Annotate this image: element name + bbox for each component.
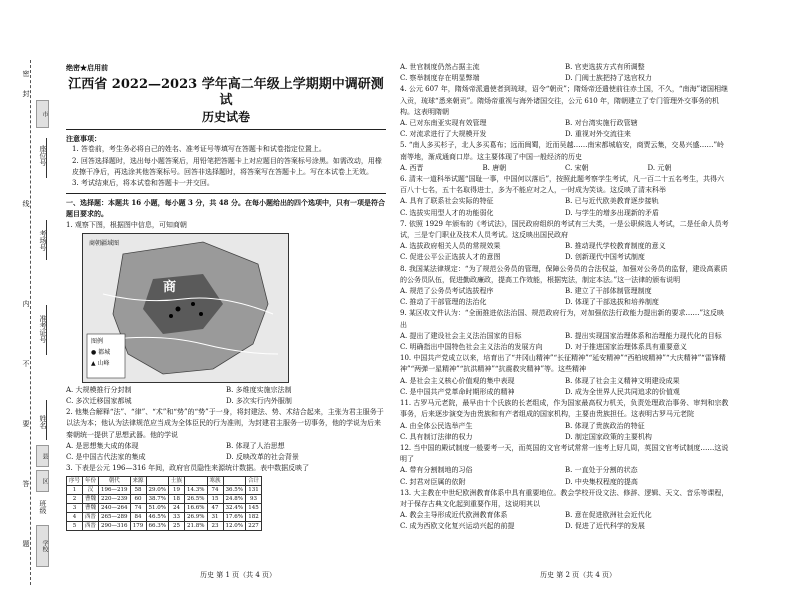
q9-options: [400, 331, 730, 353]
seal-char: 题: [22, 540, 30, 547]
table-cell: 182: [246, 513, 262, 522]
admission-number-label: 准考证号: [39, 315, 47, 343]
table-cell: 西晋: [83, 522, 99, 531]
notice-heading: 注意事项：: [66, 134, 101, 144]
option[interactable]: B. 体现了人治思想: [226, 441, 285, 450]
table-cell: 26.9%: [185, 513, 207, 522]
question-stem: 10. 中国共产党成立以来，培育出了“井冈山精神”“长征精神”“延安精神”“西柏坡精神”“大庆精神”“雷锋精神”“两弹一星精神”“抗洪精神”“抗震救灾精神”等。这些精神: [400, 354, 726, 374]
option[interactable]: D. 重视对外交流往来: [565, 130, 631, 139]
table-row: [67, 495, 262, 504]
legend-title: 图例: [91, 337, 104, 345]
table-cell: 年份: [83, 477, 99, 486]
table-cell: 西晋: [83, 513, 99, 522]
table-cell: 朝代: [99, 477, 131, 486]
region-box-school: 学校: [36, 525, 49, 567]
question-stem: 4. 公元 607 年，隋炀帝派遣使者到琉球，诏令“朝贡”；隋炀帝还遣使前往赤土国，不久，“南海”诸国相继入贡，琉球“悉来朝贡”。隋炀帝重视与海外诸国交往，公元 610 年，隋朝建立了专门管理外交事务的机构。这表明隋朝: [400, 85, 729, 116]
table-cell: 21.8%: [185, 522, 207, 531]
table-cell: 序号: [67, 477, 83, 486]
legend-label: 都城: [98, 348, 111, 356]
table-cell: 58: [130, 486, 146, 495]
notice-divider: [66, 193, 386, 194]
option[interactable]: C. 推动了干部管理的法治化: [400, 298, 487, 307]
q12-options: [400, 465, 730, 487]
table-cell: 12.0%: [223, 522, 245, 531]
q3-options: [400, 62, 730, 84]
option[interactable]: D. 多次实行内外服制: [226, 397, 292, 406]
table-cell: 1: [67, 486, 83, 495]
table-cell: 93: [246, 495, 262, 504]
table-cell: 66.3%: [146, 522, 168, 531]
question-stem: 12. 当中国的殿试制度一般要考一天，而英国的文官考试常常一连考上好几周，英国文官考试制度……这说明了: [400, 443, 729, 464]
option[interactable]: C. 宋朝: [565, 163, 589, 172]
legend-item-capital: ● 都城: [91, 348, 111, 356]
seal-char: 内: [22, 300, 30, 307]
map-title: 商朝疆域图: [89, 239, 120, 247]
q5-options: [400, 163, 730, 174]
seal-line: [30, 60, 31, 585]
table-cell: [223, 477, 245, 486]
notice-item: 2. 回答选择题时，选出每小题答案后，用铅笔把答题卡上对应题目的答案标号涂黑。如需改动，用橡皮擦干净后，再选涂其他答案标号。回答非选择题时，将答案写在答题卡上。写在本试卷上无效。: [72, 156, 382, 176]
table-cell: 26.5%: [185, 495, 207, 504]
option[interactable]: C. 封君对臣属的依附: [400, 477, 466, 486]
table-row: [67, 522, 262, 531]
option[interactable]: B. 建立了干部体制管理制度: [565, 287, 652, 296]
option[interactable]: C. 促进公平公正选拔人才的意图: [400, 253, 501, 262]
option[interactable]: A. 是思想集大成的体现: [66, 441, 139, 450]
question-stem: 9. 某区收文件认为：“全面推进依法治国、规范政府行为，对加强依法行政能力提出新的要求……”这反映出: [400, 309, 725, 329]
table-cell: 18: [169, 495, 185, 504]
table-cell: 46.5%: [146, 513, 168, 522]
exam-room-field[interactable]: [46, 220, 47, 260]
table-cell: 15: [207, 495, 223, 504]
q13-options: [400, 510, 730, 532]
option[interactable]: C. 是中国共产党革命时期形成的精神: [400, 387, 515, 396]
map-graphic: [83, 234, 288, 382]
title-divider: [66, 129, 386, 130]
table-cell: 240—264: [99, 504, 131, 513]
q11-options: [400, 421, 730, 443]
table-cell: [185, 477, 207, 486]
region-box-city: 市: [36, 100, 49, 128]
table-cell: 2: [67, 495, 83, 504]
table-row: [67, 513, 262, 522]
table-cell: 227: [246, 522, 262, 531]
seal-char: 要: [22, 420, 30, 427]
page-column-1: [66, 62, 386, 531]
table-cell: 24.8%: [223, 495, 245, 504]
option[interactable]: B. 唐朝: [482, 163, 507, 172]
secret-label: 绝密★启用前: [66, 63, 108, 72]
option[interactable]: B. 提出实现国家治理体系和治理能力现代化的目标: [565, 331, 722, 340]
option[interactable]: B. 对台湾实施行政管辖: [565, 119, 638, 128]
table-cell: 29.0%: [146, 486, 168, 495]
option[interactable]: D. 创新现代中国考试制度: [565, 253, 645, 262]
table-cell: 曹魏: [83, 495, 99, 504]
page-footer-1: 历史 第 1 页（共 4 页）: [200, 571, 277, 579]
map-region-label: 商: [163, 279, 177, 295]
option[interactable]: D. 体现了干部选拔和培养制度: [565, 298, 659, 307]
option[interactable]: A. 世官制度仍然占据主流: [400, 63, 480, 71]
option[interactable]: A. 选拔政府相关人员的常规效果: [400, 242, 501, 251]
seal-char: 线: [22, 200, 30, 207]
table-cell: 196—219: [99, 486, 131, 495]
option[interactable]: A. 规范了公务员考试选拔程序: [400, 287, 494, 296]
option[interactable]: C. 选拔实用型人才的功能弱化: [400, 208, 494, 217]
table-cell: 38.7%: [146, 495, 168, 504]
option[interactable]: C. 多次迁移国家都城: [66, 397, 132, 406]
table-cell: 5: [67, 522, 83, 531]
table-cell: 145: [246, 504, 262, 513]
option[interactable]: B. 体现了贵族政治的特征: [565, 421, 645, 430]
option[interactable]: A. 教会主导形成近代欧洲教育体系: [400, 511, 508, 520]
option[interactable]: A. 具有了联系社会实际的特征: [400, 197, 494, 206]
table-cell: 74: [207, 486, 223, 495]
table-cell: 17.6%: [223, 513, 245, 522]
table-cell: 来源: [130, 477, 146, 486]
table-cell: 曹魏: [83, 504, 99, 513]
option[interactable]: D. 中央集权程度的提高: [565, 477, 638, 486]
option[interactable]: A. 提出了建设社会主义法治国家的目标: [400, 331, 522, 340]
option[interactable]: B. 推动现代学校教育制度的意义: [565, 242, 666, 251]
table-cell: 24: [169, 504, 185, 513]
admission-number-field[interactable]: [46, 305, 47, 355]
table-cell: 19: [169, 486, 185, 495]
name-field[interactable]: [46, 400, 47, 440]
option[interactable]: C. 对流求进行了大规模开发: [400, 130, 487, 139]
option[interactable]: D. 反映改革的社会背景: [226, 453, 299, 462]
option[interactable]: A. 大规模推行分封制: [66, 385, 132, 394]
section-heading: 一、选择题：本题共 16 小题，每小题 3 分，共 48 分。在每小题给出的四个选项中，只有一项是符合题目要求的。: [66, 198, 385, 219]
table-cell: 32.4%: [223, 504, 245, 513]
table-cell: 51.0%: [146, 504, 168, 513]
table-cell: 74: [130, 504, 146, 513]
shang-dynasty-map: [82, 233, 289, 383]
notice-item: 3. 考试结束后，将本试卷和答题卡一并交回。: [72, 179, 214, 188]
question-stem: 1. 观察下图，根据图中信息，可知商朝: [66, 220, 187, 229]
q10-options: [400, 376, 730, 398]
page-footer-2: 历史 第 2 页（共 4 页）: [540, 571, 617, 579]
option[interactable]: D. 与学生的增多出现新的矛盾: [565, 208, 659, 217]
notice-item: 1. 答卷前，考生务必将自己的姓名、准考证号等填写在答题卡和试卷指定位置上。: [72, 145, 326, 154]
table-cell: 4: [67, 513, 83, 522]
q7-options: [400, 241, 730, 263]
q4-options: [400, 118, 730, 140]
option[interactable]: B. 官吏选拔方式有所调整: [565, 63, 645, 71]
table-header-row: [67, 477, 262, 486]
table-cell: 84: [130, 513, 146, 522]
table-cell: 25: [169, 522, 185, 531]
table-cell: 合计: [246, 477, 262, 486]
exam-title: 江西省 2022—2023 学年高二年级上学期期中调研测试: [68, 77, 384, 109]
question-stem: 7. 依照 1929 年颁布的《考试法》，国民政府组织的考试有三大类，一是公职候选人考试，二是任命人员考试，三是专门职业及技术人员考试。这反映出国民政府: [400, 219, 729, 240]
option[interactable]: A. 带有分割制地的习俗: [400, 466, 473, 475]
class-label: 班级: [39, 500, 47, 514]
q1-options: [66, 385, 386, 407]
table-cell: 16.6%: [185, 504, 207, 513]
option[interactable]: C. 是中国古代法家的集成: [66, 453, 146, 462]
binding-margin: [0, 60, 62, 585]
option[interactable]: D. 门阀士族把持了选官权力: [565, 74, 652, 83]
table-row: [67, 504, 262, 513]
option[interactable]: D. 元朝: [647, 163, 672, 172]
question-stem: 13. 大主教在中世纪欧洲教育体系中具有重要地位。教会学校开设文法、修辞、逻辑、天文、音乐等课程，对于保存古典文化起到重要作用，这说明其以: [400, 488, 729, 508]
option[interactable]: C. 具有制订法律的权力: [400, 432, 473, 441]
region-box-district: 区: [36, 470, 49, 492]
option[interactable]: C. 成为西欧文化复兴运动兴起的前提: [400, 522, 515, 531]
legend-label: 山峰: [97, 359, 110, 367]
option[interactable]: C. 明确指出中国特色社会主义法治的发展方向: [400, 343, 543, 352]
option[interactable]: D. 促进了近代科学的发展: [565, 522, 645, 531]
page-column-2: [400, 62, 730, 533]
question-stem: 3. 下表是公元 196—316 年间，政府官员隐性来源统计数据。表中数据反映了: [66, 464, 310, 473]
option[interactable]: B. 一直处于分割的状态: [565, 466, 638, 475]
q6-options: [400, 196, 730, 218]
official-source-table: [66, 476, 262, 531]
option[interactable]: C. 察举制度存在明显弊端: [400, 74, 480, 83]
table-cell: 3: [67, 504, 83, 513]
table-cell: 14.3%: [185, 486, 207, 495]
table-cell: 士族: [169, 477, 185, 486]
option[interactable]: A. 西晋: [400, 163, 424, 172]
region-box-county: 县: [36, 445, 49, 467]
table-cell: 23: [207, 522, 223, 531]
option[interactable]: A. 是社会主义核心价值观的集中表现: [400, 376, 515, 385]
q8-options: [400, 286, 730, 308]
question-stem: 6. 清末一道科举试题“国耻一事，中国何以落后”，按照此题考察学生考试，凡一百二十五名考生，共得六百八十七名，五十名取得进士，多为不能应对之人，一时成为笑谈。这反映了清末科举: [400, 175, 725, 195]
seal-char: 不: [22, 360, 30, 367]
name-label: 姓名: [39, 415, 47, 429]
table-cell: 60: [130, 495, 146, 504]
table-cell: 寒族: [207, 477, 223, 486]
question-stem: 5. “南人多买杉子，北人多买葛布；远而闽蜀，近而吴越……南宋都城临安，商贾云集，交易兴盛……”岭南等地，渐成通商口岸。这主要体现了中国一般经济的历史: [400, 141, 725, 161]
q2-options: [66, 441, 386, 463]
option[interactable]: A. 已对东南亚实现有效管理: [400, 119, 487, 128]
question-stem: 2. 他集合解释“法”、“律”、“术”和“势”的“势”于一身，将封建法、势、术结合起来，主张为君主服务于以法为本；他认为法律规范应当成为全体臣民的行为准则，为封建君主服务一切事务，他的学说为后来秦朝统一提供了思想武器。他的学说: [66, 408, 384, 439]
table-row: [67, 486, 262, 495]
table-cell: 33: [169, 513, 185, 522]
seat-number-field[interactable]: [46, 138, 47, 178]
question-stem: 11. 古罗马元老院，最早由十个氏族的长老组成，作为国家最高权力机关，负责处理政治事务、审判和宗教事务，后来逐步演变为由贵族和有产者组成的国家机构，主要由贵族担任。这表明古罗马元老院: [400, 399, 729, 419]
exam-subject: 历史试卷: [201, 110, 250, 125]
table-cell: 290—316: [99, 522, 131, 531]
table-cell: 131: [246, 486, 262, 495]
question-stem: 8. 我国某法律规定：“为了规范公务员的管理，保障公务员的合法权益，加强对公务员的监督，建设高素质的公务员队伍，促进勤政廉政，提高工作效能，根据宪法，制定本法。”这一法律的颁布说明: [400, 264, 728, 284]
option[interactable]: B. 意在促进欧洲社会近代化: [565, 511, 652, 520]
table-cell: 汉: [83, 486, 99, 495]
table-cell: 265—289: [99, 513, 131, 522]
seal-char: 封: [22, 90, 30, 97]
table-cell: 179: [130, 522, 146, 531]
option[interactable]: A. 由全体公民选举产生: [400, 421, 473, 430]
exam-room-label: 考场号: [39, 230, 47, 251]
option[interactable]: B. 体现了社会主义精神文明建设成果: [565, 376, 680, 385]
option[interactable]: D. 对于推进国家治理体系具有重要意义: [565, 343, 687, 352]
seat-number-label: 座位号: [39, 145, 47, 166]
option[interactable]: D. 制定国家政策的主要机构: [565, 432, 652, 441]
seal-char: 密: [22, 70, 30, 77]
option[interactable]: B. 多维度实施宗法制: [226, 385, 292, 394]
table-cell: 36.5%: [223, 486, 245, 495]
legend-item-mountain: ▲ 山峰: [91, 359, 110, 367]
seal-char: 答: [22, 480, 30, 487]
table-cell: 31: [207, 513, 223, 522]
table-cell: 47: [207, 504, 223, 513]
option[interactable]: D. 成为全世界人民共同追求的价值观: [565, 387, 680, 396]
table-cell: 220—239: [99, 495, 131, 504]
option[interactable]: B. 已与近代欧美教育逐步接轨: [565, 197, 659, 206]
table-cell: [146, 477, 168, 486]
